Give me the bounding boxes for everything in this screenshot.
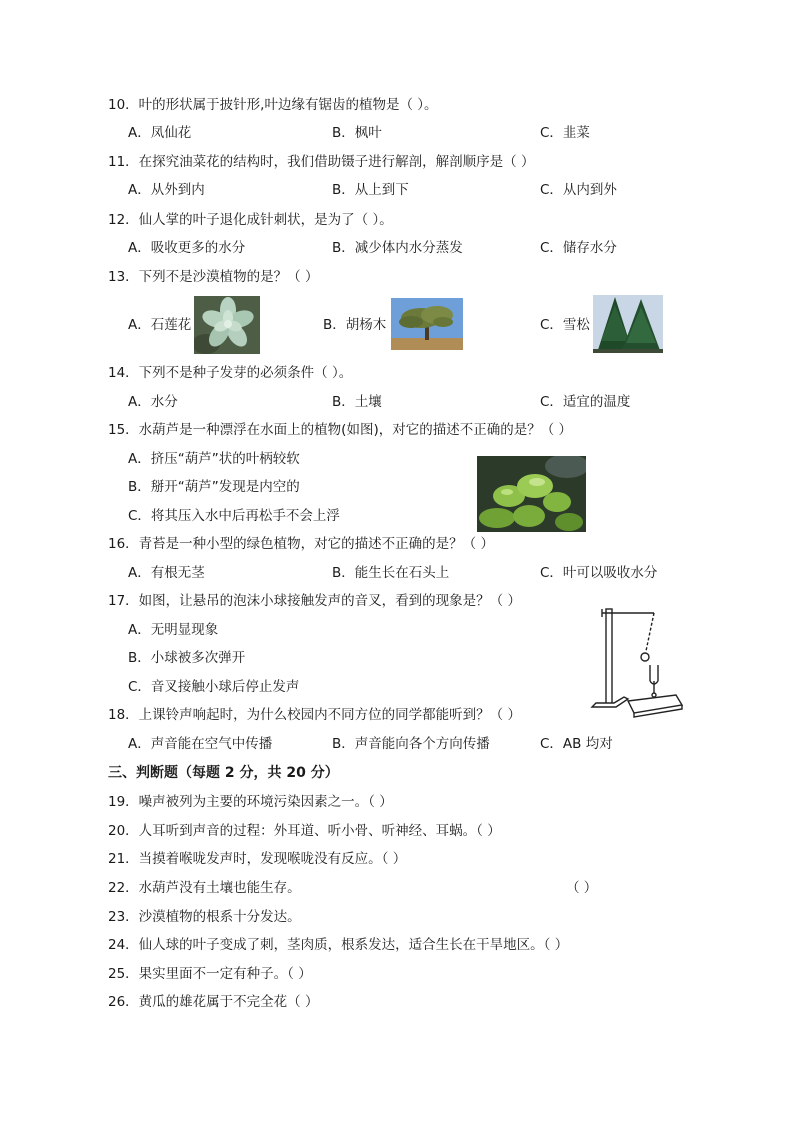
question-14-option-b: B．土壤 bbox=[332, 394, 382, 410]
water-hyacinth-image bbox=[477, 456, 586, 532]
question-18-option-a: A．声音能在空气中传播 bbox=[128, 736, 273, 752]
question-18-stem: 18．上课铃声响起时，为什么校园内不同方位的同学都能听到？（ ） bbox=[108, 707, 521, 723]
question-17-option-c: C．音叉接触小球后停止发声 bbox=[128, 679, 300, 695]
judgment-24: 24．仙人球的叶子变成了刺，茎肉质，根系发达，适合生长在干旱地区。（ ） bbox=[108, 937, 569, 953]
question-13-option-a: A．石莲花 bbox=[128, 317, 192, 333]
question-13-stem: 13．下列不是沙漠植物的是？（ ） bbox=[108, 269, 319, 285]
question-12-option-b: B．减少体内水分蒸发 bbox=[332, 240, 463, 256]
cedar-tree-image bbox=[593, 295, 663, 353]
judgment-19: 19．噪声被列为主要的环境污染因素之一。（ ） bbox=[108, 794, 393, 810]
question-10-stem: 10．叶的形状属于披针形,叶边缘有锯齿的植物是（ ）。 bbox=[108, 97, 438, 113]
question-16-stem: 16．青苔是一种小型的绿色植物，对它的描述不正确的是？（ ） bbox=[108, 536, 494, 552]
tuning-fork-apparatus-diagram bbox=[588, 603, 684, 719]
question-10-option-b: B．枫叶 bbox=[332, 125, 382, 141]
question-17-option-b: B．小球被多次弹开 bbox=[128, 650, 246, 666]
judgment-20: 20．人耳听到声音的过程：外耳道、听小骨、听神经、耳蜗。（ ） bbox=[108, 823, 501, 839]
question-17-option-a: A．无明显现象 bbox=[128, 622, 219, 638]
question-11-option-a: A．从外到内 bbox=[128, 182, 205, 198]
question-17-stem: 17．如图，让悬吊的泡沫小球接触发声的音叉，看到的现象是？（ ） bbox=[108, 593, 521, 609]
question-18-option-c: C．AB 均对 bbox=[540, 736, 613, 752]
question-18-option-b: B．声音能向各个方向传播 bbox=[332, 736, 490, 752]
question-10-option-c: C．韭菜 bbox=[540, 125, 590, 141]
judgment-22: 22．水葫芦没有土壤也能生存。 bbox=[108, 880, 301, 896]
question-15-stem: 15．水葫芦是一种漂浮在水面上的植物(如图)，对它的描述不正确的是？（ ） bbox=[108, 422, 573, 438]
stone-lotus-image bbox=[194, 296, 260, 354]
question-14-option-c: C．适宜的温度 bbox=[540, 394, 631, 410]
question-12-option-a: A．吸收更多的水分 bbox=[128, 240, 246, 256]
question-15-option-b: B．掰开“葫芦”发现是内空的 bbox=[128, 479, 300, 495]
question-10-option-a: A．凤仙花 bbox=[128, 125, 192, 141]
judgment-25: 25．果实里面不一定有种子。（ ） bbox=[108, 966, 312, 982]
poplar-tree-image bbox=[391, 298, 463, 350]
question-15-option-c: C．将其压入水中后再松手不会上浮 bbox=[128, 508, 340, 524]
question-15-option-a: A．挤压“葫芦”状的叶柄较软 bbox=[128, 451, 300, 467]
question-13-option-b: B．胡杨木 bbox=[323, 317, 387, 333]
section-3-title: 三、判断题（每题 2 分，共 20 分） bbox=[108, 765, 339, 781]
question-16-option-a: A．有根无茎 bbox=[128, 565, 205, 581]
judgment-21: 21．当摸着喉咙发声时，发现喉咙没有反应。（ ） bbox=[108, 851, 407, 867]
question-11-option-c: C．从内到外 bbox=[540, 182, 617, 198]
question-14-stem: 14．下列不是种子发芽的必须条件（ ）。 bbox=[108, 365, 353, 381]
question-12-option-c: C．储存水分 bbox=[540, 240, 617, 256]
question-14-option-a: A．水分 bbox=[128, 394, 178, 410]
question-11-stem: 11．在探究油菜花的结构时，我们借助镊子进行解剖，解剖顺序是（ ） bbox=[108, 154, 535, 170]
question-12-stem: 12．仙人掌的叶子退化成针刺状，是为了（ ）。 bbox=[108, 212, 393, 228]
question-13-option-c: C．雪松 bbox=[540, 317, 590, 333]
question-16-option-c: C．叶可以吸收水分 bbox=[540, 565, 658, 581]
judgment-26: 26．黄瓜的雄花属于不完全花（ ） bbox=[108, 994, 319, 1010]
question-11-option-b: B．从上到下 bbox=[332, 182, 409, 198]
question-16-option-b: B．能生长在石头上 bbox=[332, 565, 450, 581]
judgment-23: 23．沙漠植物的根系十分发达。 bbox=[108, 909, 301, 925]
judgment-22-bracket: （ ） bbox=[566, 880, 598, 896]
